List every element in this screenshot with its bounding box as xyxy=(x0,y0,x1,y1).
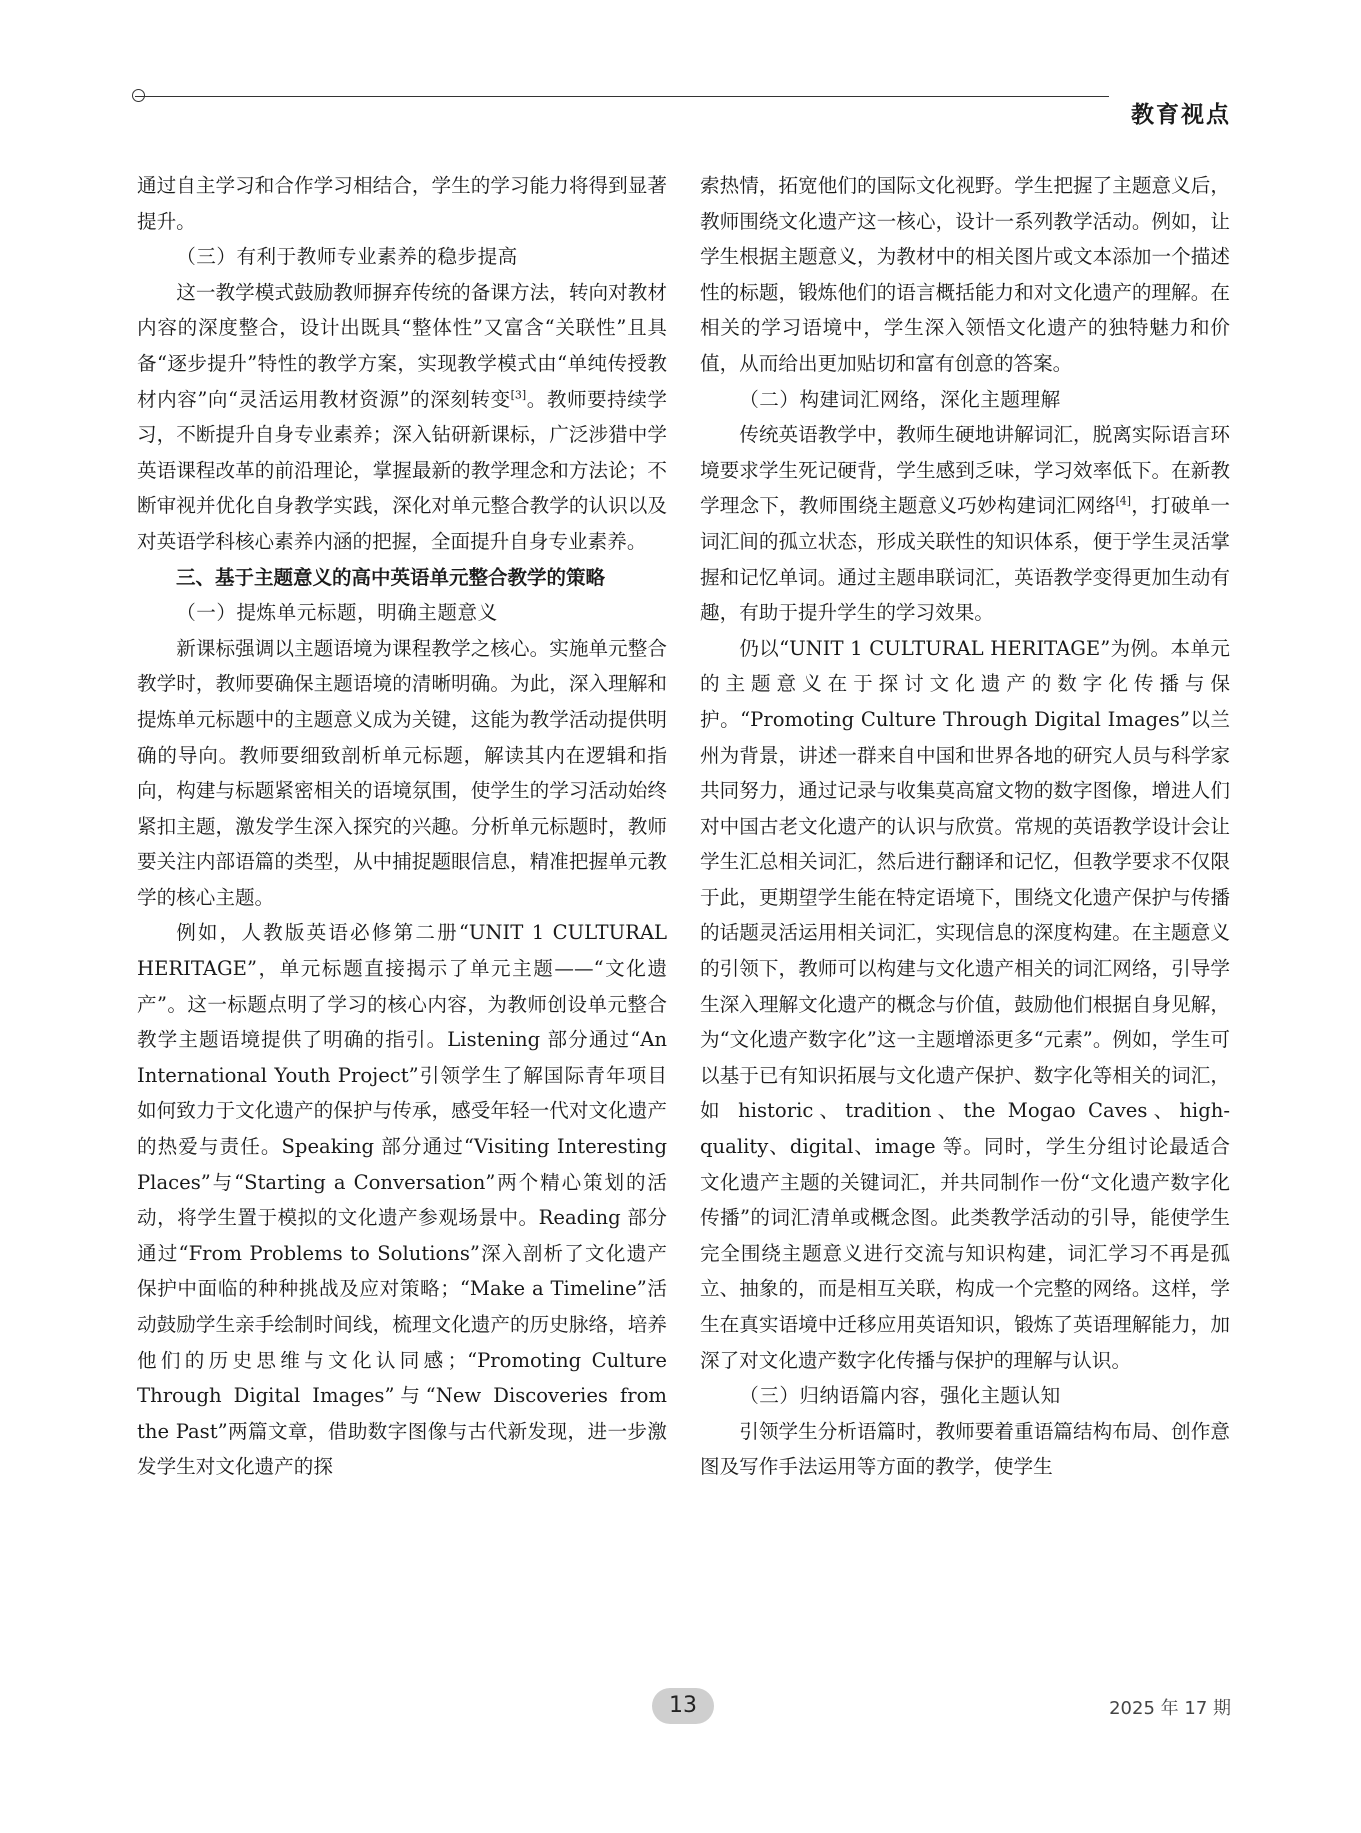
paragraph-text: 传统英语教学中，教师生硬地讲解词汇，脱离实际语言环境要求学生死记硬背，学生感到乏味，学习效率低下。在新教学理念下，教师围绕主题意义巧妙构建词汇网络 xyxy=(700,423,1230,518)
left-column xyxy=(137,168,667,1485)
issue-label: 2025 年 17 期 xyxy=(1109,1698,1231,1719)
paragraph-text: 。教师要持续学习，不断提升自身专业素养；深入钻研新课标，广泛涉猎中学英语课程改革的前沿理论，掌握最新的教学理念和方法论；不断审视并优化自身教学实践，深化对单元整合教学的认识以及对英语学科核心素养内涵的把握，全面提升自身专业素养。 xyxy=(137,387,667,553)
paragraph: 仍以“UNIT 1 CULTURAL HERITAGE”为例。本单元的主题意义在于探讨文化遗产的数字化传播与保护。“Promoting Culture Through Digital Images”以兰州为背景，讲述一群来自中国和世界各地的研究人员与科学家共同努力，通过记录与收集莫高窟文物的数字图像，增进人们对中国古老文化遗产的认识与欣赏。常规的英语教学设计会让学生汇总相关词汇，然后进行翻译和记忆，但教学要求不仅限于此，更期望学生能在特定语境下，围绕文化遗产保护与传播的话题灵活运用相关词汇，实现信息的深度构建。在主题意义的引领下，教师可以构建与文化遗产相关的词汇网络，引导学生深入理解文化遗产的概念与价值，鼓励他们根据自身见解，为“文化遗产数字化”这一主题增添更多“元素”。例如，学生可以基于已有知识拓展与文化遗产保护、数字化等相关的词汇，如 historic、tradition、the Mogao Caves、high-quality、digital、image 等。同时，学生分组讨论最适合文化遗产主题的关键词汇，并共同制作一份“文化遗产数字化传播”的词汇清单或概念图。此类教学活动的引导，能使学生完全围绕主题意义进行交流与知识构建，词汇学习不再是孤立、抽象的，而是相互关联，构成一个完整的网络。这样，学生在真实语境中迁移应用英语知识，锻炼了英语理解能力，加深了对文化遗产数字化传播与保护的理解与认识。 xyxy=(700,636,1230,1372)
paragraph-text: 这一教学模式鼓励教师摒弃传统的备课方法，转向对教材内容的深度整合，设计出既具“整体性”又富含“关联性”且具备“逐步提升”特性的教学方案，实现教学模式由“单纯传授教材内容”向“灵活运用教材资源”的深刻转变 xyxy=(137,280,667,411)
subheading: （三）有利于教师专业素养的稳步提高 xyxy=(176,245,518,269)
paragraph: 通过自主学习和合作学习相结合，学生的学习能力将得到显著提升。 xyxy=(137,174,667,233)
subheading: （三）归纳语篇内容，强化主题认知 xyxy=(739,1384,1061,1408)
section-heading: 三、基于主题意义的高中英语单元整合教学的策略 xyxy=(176,565,606,589)
paragraph: 例如，人教版英语必修第二册“UNIT 1 CULTURAL HERITAGE”，单元标题直接揭示了单元主题——“文化遗产”。这一标题点明了学习的核心内容，为教师创设单元整合教学主题语境提供了明确的指引。Listening 部分通过“An International Youth Project”引领学生了解国际青年项目如何致力于文化遗产的保护与传承，感受年轻一代对文化遗产的热爱与责任。Speaking 部分通过“Visiting Interesting Places”与“Starting a Conversation”两个精心策划的活动，将学生置于模拟的文化遗产参观场景中。Reading 部分通过“From Problems to Solutions”深入剖析了文化遗产保护中面临的种种挑战及应对策略；“Make a Timeline”活动鼓励学生亲手绘制时间线，梳理文化遗产的历史脉络，培养他们的历史思维与文化认同感；“Promoting Culture Through Digital Images”与“New Discoveries from the Past”两篇文章，借助数字图像与古代新发现，进一步激发学生对文化遗产的探 xyxy=(137,921,667,1479)
paragraph xyxy=(137,275,667,560)
subheading: （一）提炼单元标题，明确主题意义 xyxy=(176,601,498,625)
paragraph-text: ，打破单一词汇间的孤立状态，形成关联性的知识体系，便于学生灵活掌握和记忆单词。通过主题串联词汇，英语教学变得更加生动有趣，有助于提升学生的学习效果。 xyxy=(700,494,1231,625)
citation-ref: [4] xyxy=(1115,494,1132,508)
subheading: （二）构建词汇网络，深化主题理解 xyxy=(739,387,1061,411)
section-title: 教育视点 xyxy=(1131,102,1231,128)
right-column xyxy=(700,168,1230,1485)
paragraph: 新课标强调以主题语境为课程教学之核心。实施单元整合教学时，教师要确保主题语境的清晰明确。为此，深入理解和提炼单元标题中的主题意义成为关键，这能为教学活动提供明确的导向。教师要细致剖析单元标题，解读其内在逻辑和指向，构建与标题紧密相关的语境氛围，使学生的学习活动始终紧扣主题，激发学生深入探究的兴趣。分析单元标题时，教师要关注内部语篇的类型，从中捕捉题眼信息，精准把握单元教学的核心主题。 xyxy=(137,636,667,909)
page-number: 13 xyxy=(652,1688,714,1724)
paragraph: 引领学生分析语篇时，教师要着重语篇结构布局、创作意图及写作手法运用等方面的教学，使学生 xyxy=(700,1419,1230,1479)
paragraph xyxy=(700,417,1230,631)
header-rule xyxy=(135,96,1109,97)
citation-ref: [3] xyxy=(510,388,527,402)
paragraph: 索热情，拓宽他们的国际文化视野。学生把握了主题意义后，教师围绕文化遗产这一核心，设计一系列教学活动。例如，让学生根据主题意义，为教材中的相关图片或文本添加一个描述性的标题，锻炼他们的语言概括能力和对文化遗产的理解。在相关的学习语境中，学生深入领悟文化遗产的独特魅力和价值，从而给出更加贴切和富有创意的答案。 xyxy=(700,174,1230,375)
